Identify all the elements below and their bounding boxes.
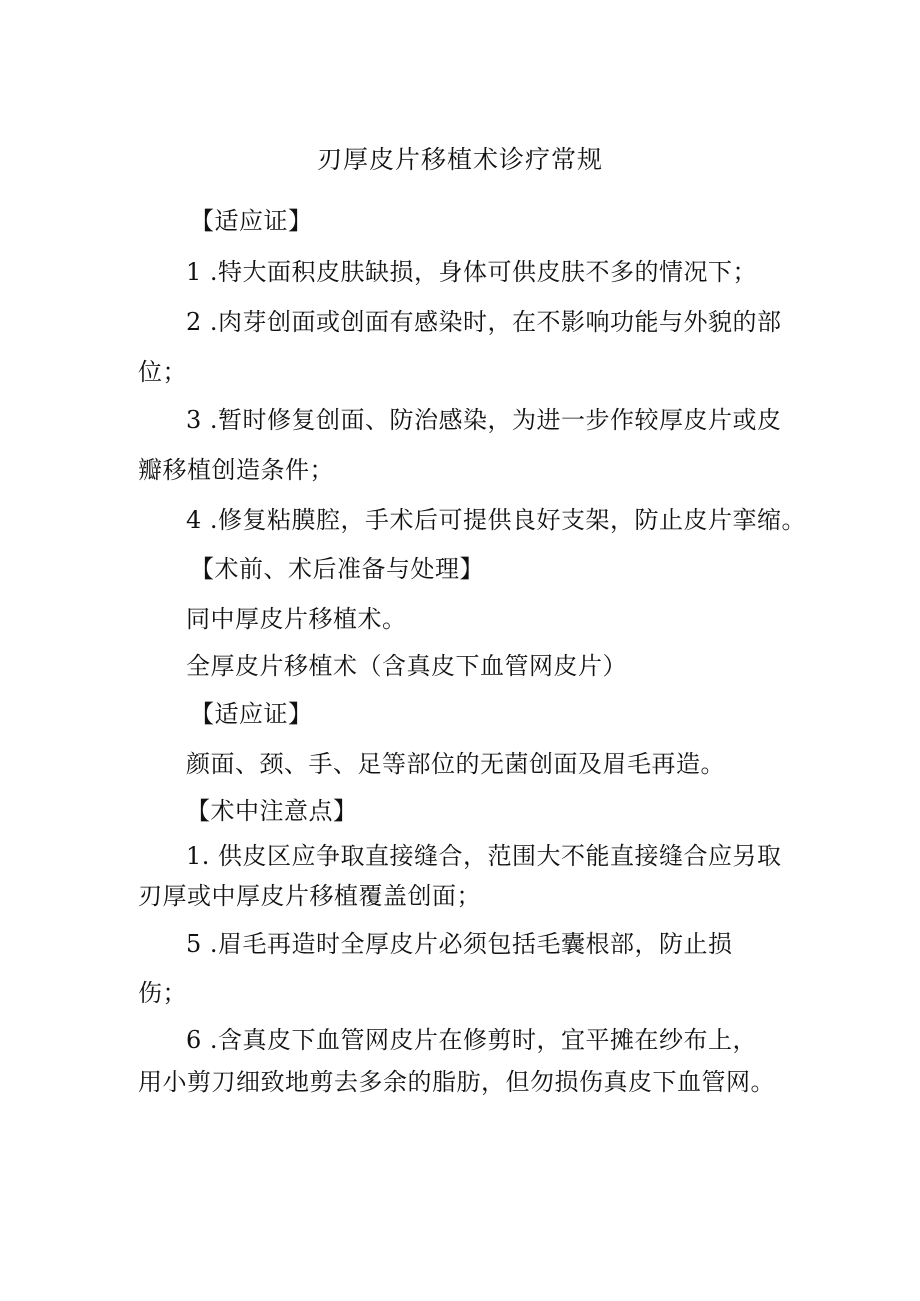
note-item-6-cont: 用小剪刀细致地剪去多余的脂肪，但勿损伤真皮下血管网。: [138, 1068, 775, 1096]
section-heading-indications: 【适应证】: [190, 207, 313, 235]
section-heading-pre-post-op: 【术前、术后准备与处理】: [190, 555, 484, 583]
document-title: 刃厚皮片移植术诊疗常规: [316, 145, 603, 174]
indication-item-2-cont: 位；: [138, 358, 187, 386]
section-heading-intraop-notes: 【术中注意点】: [186, 797, 358, 825]
paragraph-same-as-medium: 同中厚皮片移植术。: [186, 605, 407, 633]
note-item-5-cont: 伤；: [138, 979, 187, 1007]
note-item-6: 6 .含真皮下血管网皮片在修剪时，宜平摊在纱布上，: [186, 1026, 758, 1054]
indication-item-1: 1 .特大面积皮肤缺损，身体可供皮肤不多的情况下；: [186, 258, 758, 286]
note-item-1: 1. 供皮区应争取直接缝合，范围大不能直接缝合应另取: [186, 842, 782, 870]
indication-item-2: 2 .肉芽创面或创面有感染时，在不影响功能与外貌的部: [186, 308, 782, 336]
note-item-5: 5 .眉毛再造时全厚皮片必须包括毛囊根部，防止损: [186, 930, 733, 958]
subsection-title-full-thickness: 全厚皮片移植术（含真皮下血管网皮片）: [186, 652, 627, 680]
indication-item-3-cont: 瓣移植创造条件；: [138, 456, 334, 484]
indication-paragraph: 颜面、颈、手、足等部位的无菌创面及眉毛再造。: [186, 750, 725, 778]
indication-item-4: 4 .修复粘膜腔，手术后可提供良好支架，防止皮片挛缩。: [186, 506, 807, 534]
indication-item-3: 3 .暂时修复创面、防治感染，为进一步作较厚皮片或皮: [186, 406, 782, 434]
note-item-1-cont: 刃厚或中厚皮片移植覆盖创面；: [138, 882, 481, 910]
section-heading-indications-2: 【适应证】: [190, 700, 313, 728]
